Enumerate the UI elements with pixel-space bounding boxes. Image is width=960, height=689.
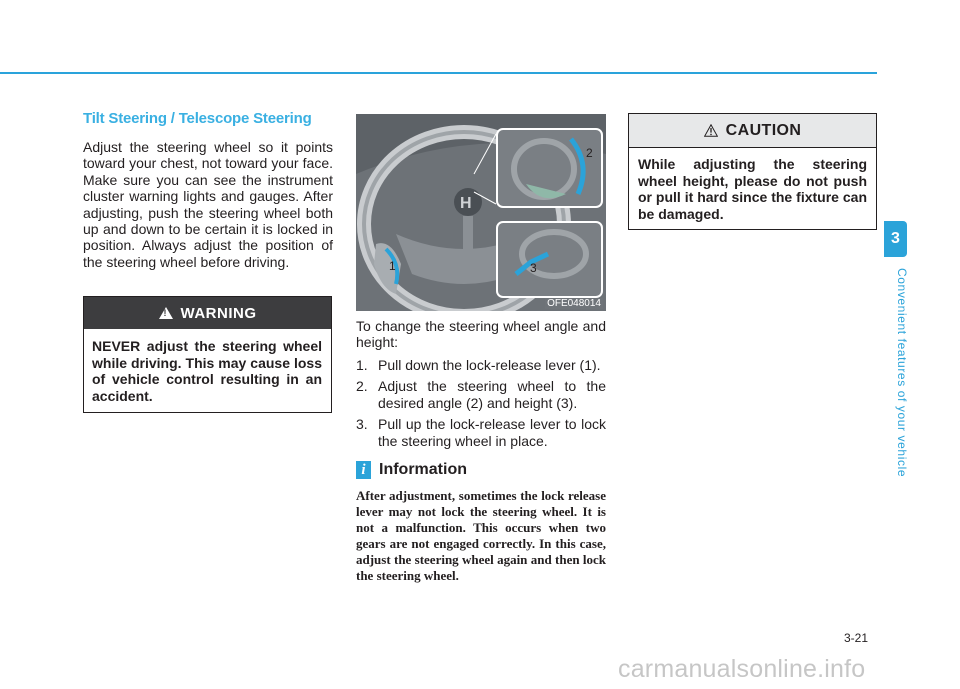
step-number: 1.	[356, 356, 368, 373]
list-item	[356, 416, 606, 449]
caution-box	[628, 113, 877, 230]
callout-2: 2	[586, 146, 593, 160]
warning-triangle-icon	[159, 307, 173, 319]
page-number: 3-21	[844, 631, 869, 645]
step-text: Pull up the lock-release lever to lock the steering wheel in place.	[378, 416, 606, 449]
caution-text: While adjusting the steering wheel height, please do not push or pull it hard since the fixture can be damaged.	[638, 156, 867, 222]
intro-text: Adjust the steering wheel so it points toward your chest, not toward your face. Make sure you can see the instrument cluster warning lights and gauges. After adjusting, push the steering wheel both up and down to be certain it is locked in position. Always adjust the position of the steering wheel before driving.	[83, 139, 333, 270]
info-icon: i	[356, 461, 371, 479]
figure-code: OFE048014	[547, 298, 601, 309]
warning-text: NEVER adjust the steering wheel while driving. This may cause loss of vehicle control resulting in an accident.	[92, 338, 322, 404]
steering-wheel-drawing	[356, 114, 606, 311]
list-item	[356, 378, 606, 411]
caution-triangle-icon	[704, 124, 718, 137]
intro-column	[83, 110, 333, 270]
warning-box	[83, 296, 332, 413]
step-text: Pull down the lock-release lever (1).	[378, 356, 601, 373]
chapter-tab: 3	[884, 221, 907, 257]
svg-text:H: H	[460, 195, 472, 212]
instructions-column	[356, 318, 606, 454]
instructions-lead: To change the steering wheel angle and height:	[356, 318, 606, 351]
step-number: 2.	[356, 378, 368, 395]
list-item	[356, 357, 606, 374]
chapter-title: Convenient features of your vehicle	[895, 268, 909, 478]
step-number: 3.	[356, 416, 368, 433]
callout-3: 3	[530, 261, 537, 275]
watermark: carmanualsonline.info	[618, 655, 866, 683]
steering-wheel-illustration	[356, 114, 606, 311]
caution-label: CAUTION	[725, 121, 802, 139]
information-text: After adjustment, sometimes the lock release lever may not lock the steering wheel. It is not a malfunction. This occurs when two gears are not engaged correctly. In this case, adjust the steering wheel again and then lock the steering wheel.	[356, 488, 606, 584]
warning-label: WARNING	[180, 304, 257, 322]
step-text: Adjust the steering wheel to the desired angle (2) and height (3).	[378, 378, 606, 411]
callout-1: 1	[389, 259, 396, 273]
information-header	[356, 461, 467, 479]
section-title: Tilt Steering / Telescope Steering	[83, 110, 312, 127]
information-title: Information	[379, 461, 467, 478]
steps-list	[356, 357, 606, 450]
top-rule	[0, 72, 877, 74]
caution-header	[629, 114, 876, 148]
warning-header	[84, 297, 331, 329]
